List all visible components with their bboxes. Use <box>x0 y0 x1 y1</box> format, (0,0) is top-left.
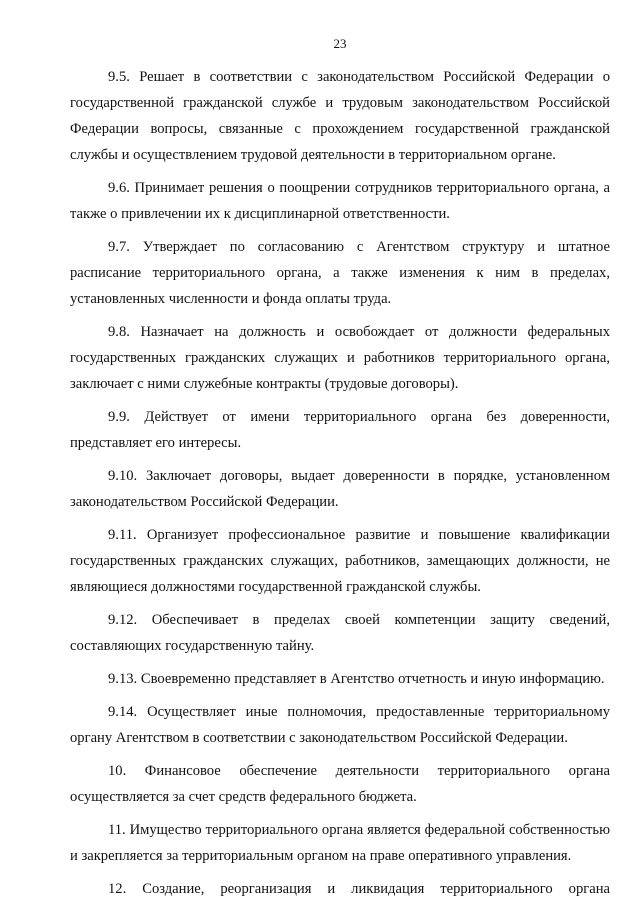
document-body <box>70 64 610 902</box>
paragraph-9-8: 9.8. Назначает на должность и освобождает от должности федеральных государственных гражданских служащих и работников территориального органа, заключает с ними служебные контракты (трудовые договоры). <box>70 324 610 392</box>
paragraph-12: 12. Создание, реорганизация и ликвидация территориального органа <box>108 881 610 897</box>
paragraph-9-11: 9.11. Организует профессиональное развитие и повышение квалификации государственных гражданских служащих, работников, замещающих должности, не являющиеся должностями государственной гражданской службы. <box>70 527 610 595</box>
page-number: 23 <box>333 36 347 51</box>
paragraph-9-10: 9.10. Заключает договоры, выдает доверенности в порядке, установленном законодательством Российской Федерации. <box>70 468 610 510</box>
paragraph-10: 10. Финансовое обеспечение деятельности территориального органа осуществляется за счет средств федерального бюджета. <box>70 763 610 805</box>
paragraph-9-7: 9.7. Утверждает по согласованию с Агентством структуру и штатное расписание территориального органа, а также изменения к ним в пределах, установленных численности и фонда оплаты труда. <box>70 239 610 307</box>
paragraph-9-5: 9.5. Решает в соответствии с законодательством Российской Федерации о государственной гражданской службе и трудовым законодательством Российской Федерации вопросы, связанные с прохождением государственной гражданской службы и осуществлением трудовой деятельности в территориальном органе. <box>70 69 610 163</box>
paragraph-9-12: 9.12. Обеспечивает в пределах своей компетенции защиту сведений, составляющих государственную тайну. <box>70 612 610 654</box>
paragraph-9-13: 9.13. Своевременно представляет в Агентство отчетность и иную информацию. <box>108 671 605 687</box>
paragraph-11: 11. Имущество территориального органа является федеральной собственностью и закрепляется за территориальным органом на праве оперативного управления. <box>70 822 610 864</box>
paragraph-9-9: 9.9. Действует от имени территориального органа без доверенности, представляет его интересы. <box>70 409 610 451</box>
paragraph-9-6: 9.6. Принимает решения о поощрении сотрудников территориального органа, а также о привлечении их к дисциплинарной ответственности. <box>70 180 610 222</box>
paragraph-9-14: 9.14. Осуществляет иные полномочия, предоставленные территориальному органу Агентством в соответствии с законодательством Российской Федерации. <box>70 704 610 746</box>
